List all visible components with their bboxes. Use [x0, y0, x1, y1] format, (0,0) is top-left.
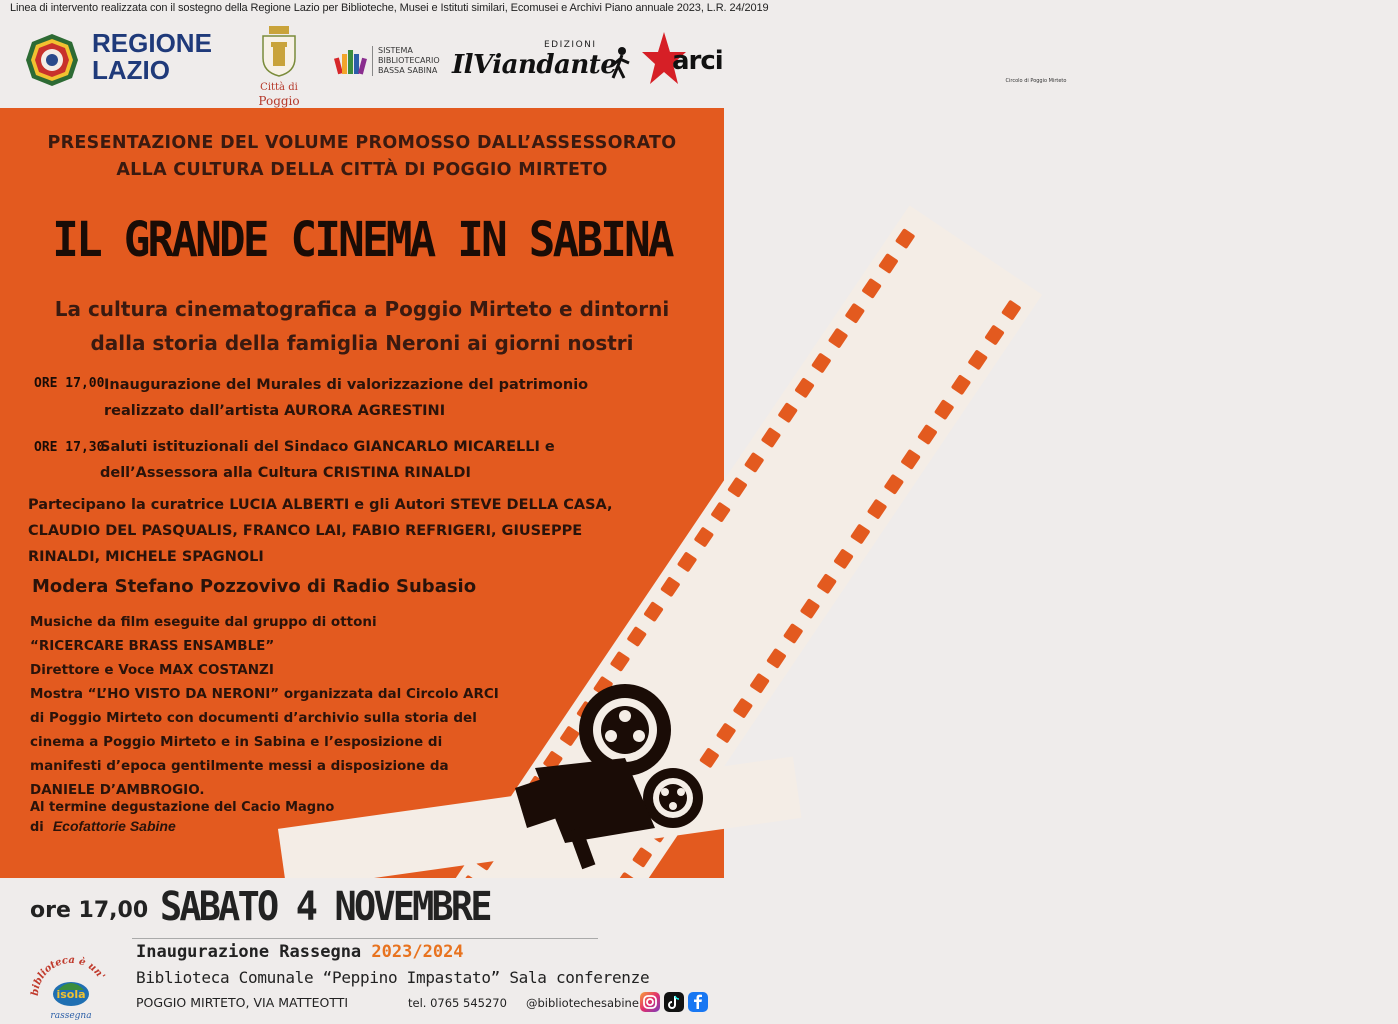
regione-lazio-wordmark: REGIONE LAZIO — [92, 28, 212, 85]
divider — [132, 938, 598, 939]
arci-logo: arci Circolo di Poggio Mirteto — [640, 30, 716, 96]
instagram-icon[interactable] — [640, 992, 660, 1012]
logo-band: REGIONE LAZIO Città di Poggio SISTEMA BIBLIOTECARIO BASSA SABINA EDIZIONI IlViandante arci Circolo di Poggio Mirteto — [0, 18, 724, 108]
event-subtitle: La cultura cinematografica a Poggio Mirteto e dintorni dalla storia della famiglia Neroni ai giorni nostri — [54, 297, 670, 355]
sistema-bibliotecario-logo: SISTEMA BIBLIOTECARIO BASSA SABINA — [334, 44, 368, 82]
date-band — [0, 878, 724, 940]
biblioteca-isola-logo — [28, 946, 114, 1022]
ecofattorie-brand: Ecofattorie Sabine — [52, 818, 176, 834]
sistema-bibliotecario-icon — [334, 44, 368, 78]
event-title: IL GRANDE CINEMA IN SABINA — [52, 212, 672, 268]
funding-note: Linea di intervento realizzata con il sostegno della Regione Lazio per Biblioteche, Musei e Istituti similari, Ecomusei e Archivi Piano annuale 2023, L.R. 24/2019 — [10, 2, 769, 14]
tiktok-icon[interactable] — [664, 992, 684, 1012]
viandante-figure-icon — [610, 46, 632, 80]
regione-lazio-emblem-icon — [24, 32, 80, 88]
intro-heading: PRESENTAZIONE DEL VOLUME PROMOSSO DALL’ASSESSORATO ALLA CULTURA DELLA CITTÀ DI POGGIO MIRTETO — [47, 133, 677, 180]
footer — [0, 940, 724, 1024]
film-projector-icon — [505, 678, 705, 868]
moderator: Modera Stefano Pozzovivo di Radio Subasio — [32, 576, 477, 597]
poggio-mirteto-crest-icon — [259, 24, 299, 78]
facebook-icon[interactable] — [688, 992, 708, 1012]
start-time: ore 17,00 — [30, 898, 149, 923]
rassegna-year: 2023/2024 — [371, 942, 464, 962]
social-handle[interactable]: @bibliotechesabine — [526, 996, 639, 1010]
event2-time: ORE 17,30 — [34, 440, 105, 455]
event1-description: Inaugurazione del Murales di valorizzazione del patrimonio realizzato dall’artista AURORA AGRESTINI — [104, 377, 589, 419]
telephone[interactable]: tel. 0765 545270 — [408, 996, 507, 1010]
address: POGGIO MIRTETO, VIA MATTEOTTI — [136, 995, 349, 1010]
event-poster — [0, 108, 724, 878]
event2-description: Saluti istituzionali del Sindaco GIANCARLO MICARELLI e dell’Assessora alla Cultura CRISTINA RINALDI — [100, 439, 555, 481]
venue: Biblioteca Comunale “Peppino Impastato” Sala conferenze — [136, 968, 650, 987]
tasting-note: Al termine degustazione del Cacio Magno di Ecofattorie Sabine — [30, 800, 335, 835]
event-date: SABATO 4 NOVEMBRE — [160, 884, 490, 930]
event1-time: ORE 17,00 — [34, 376, 105, 391]
music-and-exhibition: Musiche da film eseguite dal gruppo di ottoni “RICERCARE BRASS ENSAMBLE” Direttore e Voce MAX COSTANZI Mostra “L’HO VISTO DA NERONI” organizzata dal Circolo ARCI di Poggio Mirteto con documenti d’archivio sulla storia del cinema a Poggio Mirteto e in Sabina e l’esposizione di manifesti d’epoca gentilmente messi a disposizione da DANIELE D’AMBROGIO. — [30, 614, 499, 798]
isola-bottom-text: rassegna — [50, 1011, 92, 1021]
participants: Partecipano la curatrice LUCIA ALBERTI e gli Autori STEVE DELLA CASA, CLAUDIO DEL PASQUALIS, FRANCO LAI, FABIO REFRIGERI, GIUSEPPE RINALDI, MICHELE SPAGNOLI — [28, 497, 613, 565]
isola-word: isola — [56, 988, 86, 1001]
rassegna-heading: Inaugurazione Rassegna 2023/2024 — [136, 942, 464, 962]
isola-arc-text: biblioteca è un' — [29, 954, 107, 997]
poggio-mirteto-logo: Città di Poggio — [240, 24, 318, 122]
